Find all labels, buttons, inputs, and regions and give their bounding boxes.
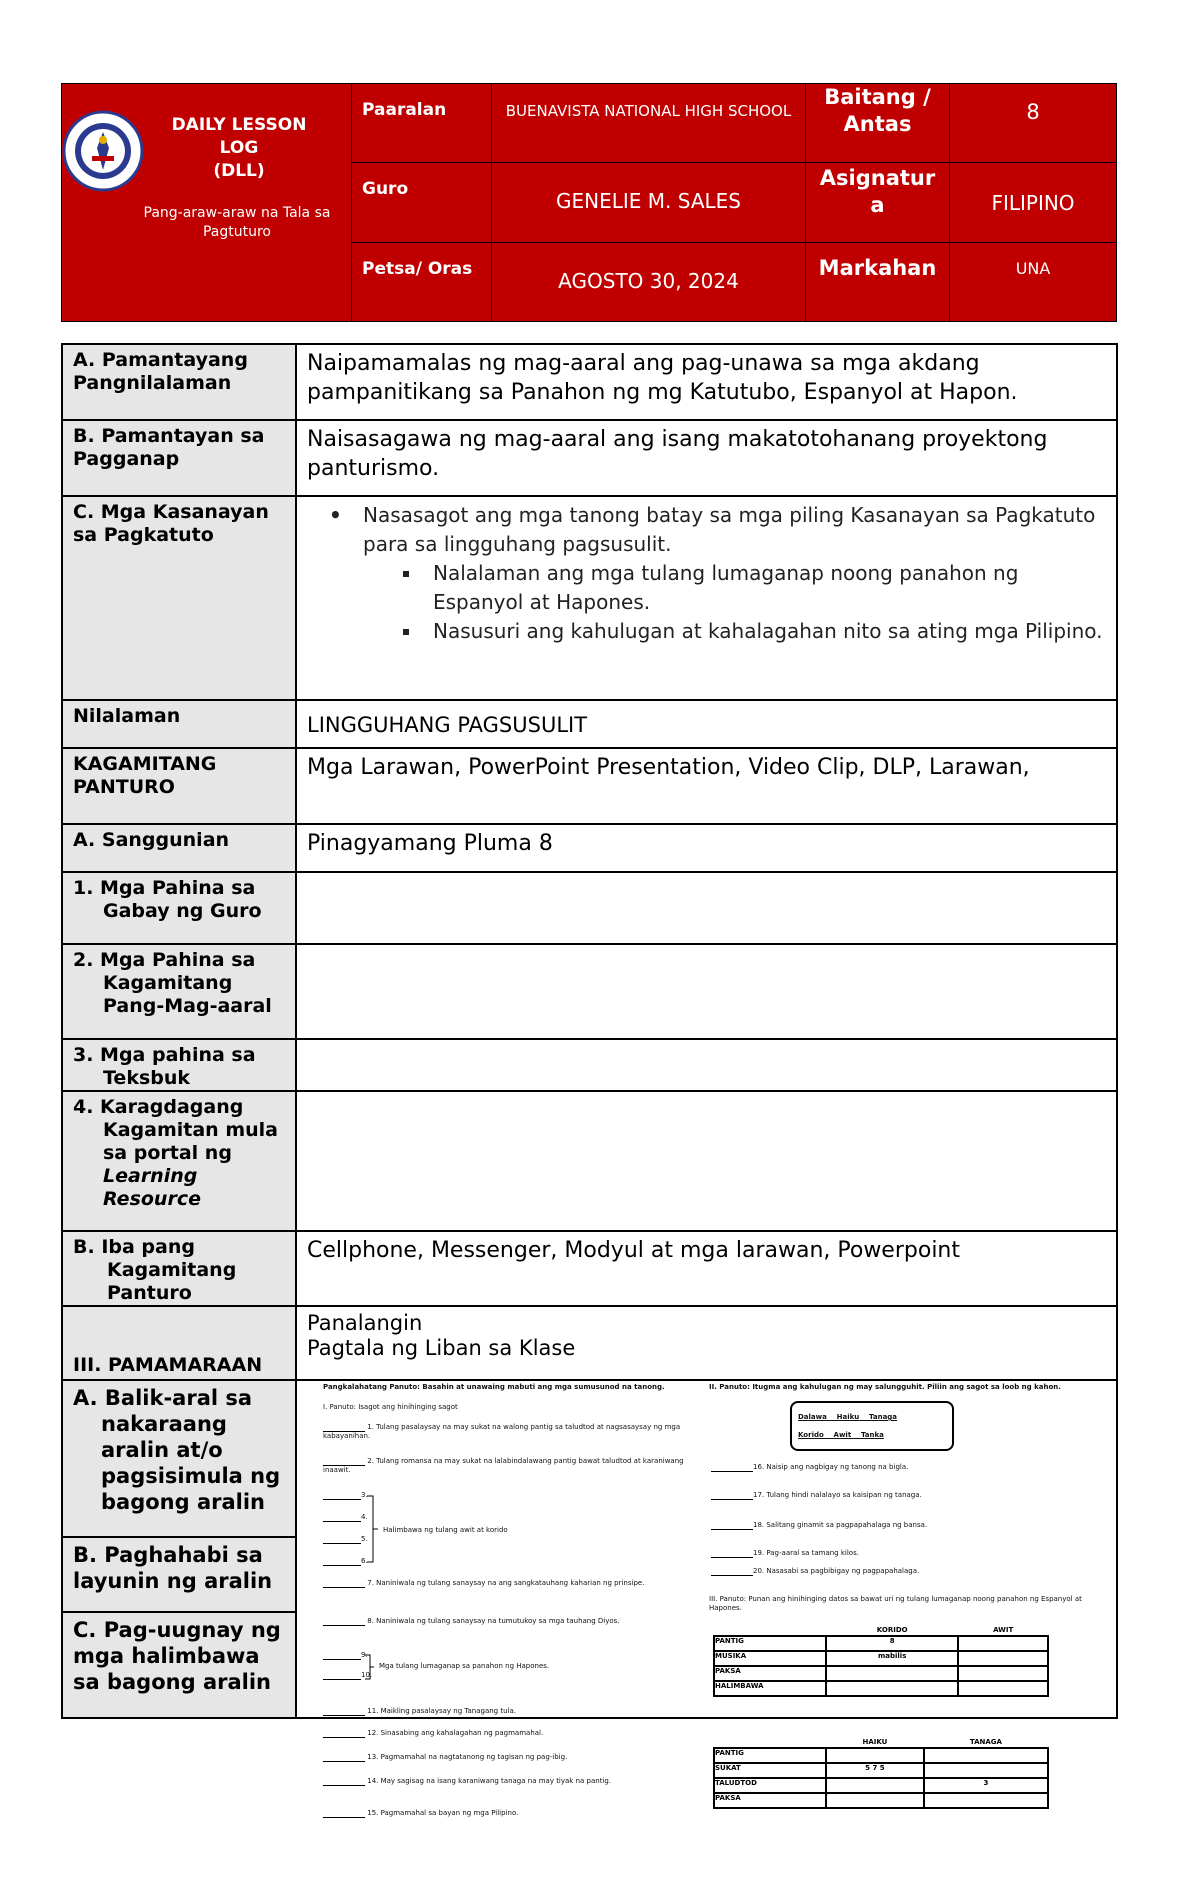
bracket-note: Mga tulang lumaganap sa panahon ng Hapones.: [379, 1662, 550, 1670]
table-row: PAKSA: [714, 1666, 1048, 1681]
table-row: TALUDTOD 3: [714, 1778, 1048, 1793]
row-gabay: [62, 872, 1117, 944]
value-paaralan: BUENAVISTA NATIONAL HIGH SCHOOL: [492, 84, 806, 163]
lesson-log-table: [61, 343, 1118, 1817]
label-cell: KAGAMITANG PANTURO: [62, 748, 296, 824]
list-item: Nalalaman ang mga tulang lumaganap noong panahon ng Espanyol at Hapones.: [433, 559, 1106, 617]
bracket-icon: [365, 1494, 379, 1564]
quiz-sheet: [297, 1381, 1116, 1817]
value-cell: Naisasagawa ng mag-aaral ang isang makatotohanang proyektong panturismo.: [296, 420, 1117, 496]
label-cell: 1. Mga Pahina sa Gabay ng Guro: [62, 872, 296, 944]
quiz-item: 1. Tulang pasalaysay na may sukat na walong pantig sa taludtod at nagsasaysay ng mga kabayanihan.: [323, 1423, 681, 1440]
quiz-item: 11. Maikling pasalaysay ng Tanagang tula.: [323, 1707, 516, 1716]
quiz-item: 13. Pagmamahal na nagtatanong ng tagisan ng pag-ibig.: [323, 1753, 567, 1762]
quiz-item: 2. Tulang romansa na may sukat na lalabindalawang pantig bawat taludtod at karaniwang inaawit.: [323, 1457, 684, 1474]
label-cell: A. Balik-aral sa nakaraang aralin at/o pagsisimula ng bagong aralin: [62, 1380, 296, 1537]
value-petsa: AGOSTO 30, 2024: [492, 243, 806, 322]
table-row: PANTIG 8: [714, 1636, 1048, 1651]
label-cell: 4. Karagdagang Kagamitan mula sa portal ng Learning Resource: [62, 1091, 296, 1231]
header-logo-cell: [62, 84, 352, 322]
table-haiku-tanaga: HAIKU TANAGA PANTIG SUKAT 5 7 5 TALUDTOD 3 PAKSA: [713, 1737, 1049, 1809]
value-cell: Naipamamalas ng mag-aaral ang pag-unawa sa mga akdang pampanitikang sa Panahon ng mg Katutubo, Espanyol at Hapon.: [296, 344, 1117, 420]
bracket-note: Halimbawa ng tulang awit at korido: [383, 1526, 508, 1534]
quiz-item: 4.: [323, 1513, 368, 1522]
quiz-item: 15. Pagmamahal sa bayan ng mga Pilipino.: [323, 1809, 518, 1818]
label-cell: 2. Mga Pahina sa Kagamitang Pang-Mag-aaral: [62, 944, 296, 1039]
quiz-item: 18. Salitang ginamit sa pagpapahalaga ng bansa.: [711, 1521, 927, 1530]
value-markahan: UNA: [950, 243, 1117, 322]
deped-seal-icon: [62, 110, 144, 192]
label-cell: III. PAMAMARAAN: [62, 1306, 296, 1380]
table-row: SUKAT 5 7 5: [714, 1763, 1048, 1778]
row-nilalaman: [62, 700, 1117, 748]
label-paaralan: Paaralan: [352, 84, 492, 163]
list-item: • Nasasagot ang mga tanong batay sa mga piling Kasanayan sa Pagkatuto para sa lingguhang pagsusulit. Nalalaman ang mga tulang lumaganap noong panahon ng Espanyol at Hapones. Nasusuri ang kahulugan at kahalagahan nito sa ating mga Pilipino.: [363, 501, 1106, 646]
quiz-page: [297, 1381, 1200, 1901]
value-baitang: 8: [950, 84, 1117, 163]
row-pamantayang-pangnilalaman: [62, 344, 1117, 420]
label-cell: B. Iba pang Kagamitang Panturo: [62, 1231, 296, 1306]
quiz-cell: [296, 1380, 1117, 1817]
row-kagamitang-mag-aaral: [62, 944, 1117, 1039]
label-baitang: Baitang / Antas: [806, 84, 950, 163]
quiz-item: 17. Tulang hindi nalalayo sa kaisipan ng tanaga.: [711, 1491, 922, 1500]
label-cell: A. Sanggunian: [62, 824, 296, 872]
value-cell: Panalangin Pagtala ng Liban sa Klase: [296, 1306, 1117, 1380]
word-box: Dalawa Haiku Tanaga Korido Awit Tanka: [790, 1401, 954, 1451]
label-cell: C. Pag-uugnay ng mga halimbawa sa bagong aralin: [62, 1612, 296, 1718]
row-iba-pang: [62, 1231, 1117, 1306]
value-guro: GENELIE M. SALES: [492, 163, 806, 243]
row-kagamitang: [62, 748, 1117, 824]
label-markahan: Markahan: [806, 243, 950, 322]
quiz-item: 6.: [323, 1557, 368, 1566]
label-guro: Guro: [352, 163, 492, 243]
dll-subtitle: Pang-araw-araw na Tala sa Pagtuturo: [143, 205, 331, 240]
row-sanggunian: [62, 824, 1117, 872]
quiz-item: 9.: [323, 1651, 368, 1660]
row-pamamaraan: [62, 1306, 1117, 1380]
row-balik-aral: [62, 1380, 1117, 1537]
quiz-item: 20. Nasasabi sa pagbibigay ng pagpapahalaga.: [711, 1567, 919, 1576]
label-cell: C. Mga Kasanayan sa Pagkatuto: [62, 496, 296, 700]
quiz-item: 5.: [323, 1535, 368, 1544]
label-cell: A. Pamantayang Pangnilalaman: [62, 344, 296, 420]
quiz-item: 8. Naniniwala ng tulang sanaysay na tumutukoy sa mga tauhang Diyos.: [323, 1617, 693, 1626]
dll-title: DAILY LESSON LOG (DLL): [171, 115, 307, 181]
list-item: Nasusuri ang kahulugan at kahalagahan nito sa ating mga Pilipino.: [433, 617, 1106, 646]
table-row: PAKSA: [714, 1793, 1048, 1808]
value-cell: Cellphone, Messenger, Modyul at mga larawan, Powerpoint: [296, 1231, 1117, 1306]
table-korido-awit: KORIDO AWIT PANTIG 8 MUSIKA mabilis PAKSA HALIMBAWA: [713, 1625, 1049, 1697]
quiz-item: 19. Pag-aaral sa tamang kilos.: [711, 1549, 859, 1558]
quiz-part-i: I. Panuto: Isagot ang hinihinging sagot: [323, 1403, 458, 1411]
label-petsa: Petsa/ Oras: [352, 243, 492, 322]
value-cell: Pinagyamang Pluma 8: [296, 824, 1117, 872]
quiz-part-ii: II. Panuto: Itugma ang kahulugan ng may salungguhit. Piliin ang sagot sa loob ng kahon.: [709, 1383, 1061, 1391]
value-cell: [296, 944, 1117, 1039]
value-cell: [296, 1039, 1117, 1091]
quiz-item: 12. Sinasabing ang kahalagahan ng pagmamahal.: [323, 1729, 543, 1738]
label-cell: B. Pamantayan sa Pagganap: [62, 420, 296, 496]
value-asignatura: FILIPINO: [950, 163, 1117, 243]
table-row: MUSIKA mabilis: [714, 1651, 1048, 1666]
quiz-item: 3.: [323, 1491, 368, 1500]
quiz-item: 14. May sagisag na isang karaniwang tanaga na may tiyak na pantig.: [323, 1777, 611, 1786]
quiz-item: 7. Naniniwala ng tulang sanaysay na ang sangkatauhang kaharian ng prinsipe.: [323, 1579, 693, 1588]
value-cell: [296, 496, 1117, 700]
bracket-icon: [363, 1653, 375, 1681]
objectives-list: [307, 501, 1106, 646]
quiz-item: 10.: [323, 1671, 372, 1680]
table-row: HALIMBAWA: [714, 1681, 1048, 1696]
row-kasanayan: [62, 496, 1117, 700]
label-cell: 3. Mga pahina sa Teksbuk: [62, 1039, 296, 1091]
header-table: [61, 83, 1117, 322]
label-cell: Nilalaman: [62, 700, 296, 748]
quiz-part-iii: III. Panuto: Punan ang hinihinging datos sa bawat uri ng tulang lumaganap noong panahon ng Espanyol at Hapones.: [709, 1595, 1082, 1612]
label-asignatura: Asignatur a: [806, 163, 950, 243]
value-cell: LINGGUHANG PAGSUSULIT: [296, 700, 1117, 748]
quiz-instructions: Pangkalahatang Panuto: Basahin at unawaing mabuti ang mga sumusunod na tanong.: [323, 1383, 665, 1391]
value-cell: [296, 872, 1117, 944]
table-row: PANTIG: [714, 1748, 1048, 1763]
row-karagdagang: [62, 1091, 1117, 1231]
row-teksbuk: [62, 1039, 1117, 1091]
value-cell: [296, 1091, 1117, 1231]
quiz-item: 16. Naisip ang nagbigay ng tanong na bigla.: [711, 1463, 908, 1472]
row-pamantayan-pagganap: [62, 420, 1117, 496]
value-cell: Mga Larawan, PowerPoint Presentation, Video Clip, DLP, Larawan,: [296, 748, 1117, 824]
label-cell: B. Paghahabi sa layunin ng aralin: [62, 1537, 296, 1612]
